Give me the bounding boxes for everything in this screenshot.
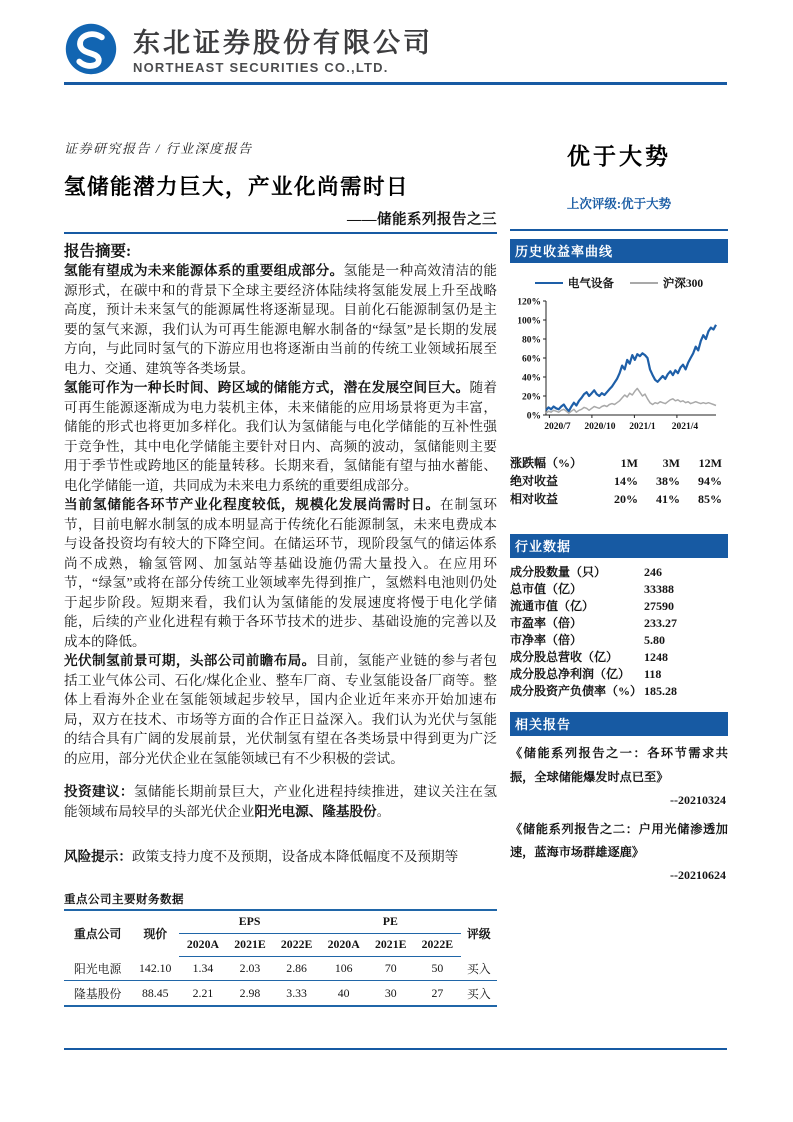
industry-data-list	[510, 564, 728, 700]
col-year: 2021E	[227, 933, 274, 956]
company-name-cn: 东北证券股份有限公司	[133, 28, 433, 58]
performance-legend	[510, 275, 728, 291]
perf-header-cell: 12M	[698, 456, 722, 470]
table-row	[64, 981, 497, 1007]
cell-pe: 30	[384, 985, 397, 1000]
risk-warning	[64, 847, 497, 867]
svg-text:40%: 40%	[522, 373, 541, 384]
col-price: 现价	[143, 926, 168, 941]
cell-rating: 买入	[467, 986, 491, 1001]
industry-value: 233.27	[644, 616, 677, 630]
col-year: 2020A	[179, 933, 226, 956]
title-rule	[64, 232, 497, 234]
related-report-date: --20210624	[670, 868, 726, 883]
industry-value: 27590	[644, 599, 674, 613]
report-subtitle: ——储能系列报告之三	[347, 212, 497, 228]
industry-value: 1248	[644, 650, 668, 664]
company-name-en: NORTHEAST SECURITIES CO.,LTD.	[133, 60, 389, 75]
col-group-eps: EPS	[179, 910, 320, 934]
svg-text:2020/10: 2020/10	[584, 422, 616, 432]
svg-text:2021/1: 2021/1	[629, 422, 656, 432]
perf-cell: 绝对收益	[510, 474, 559, 488]
industry-row	[510, 598, 728, 615]
advice-companies: 阳光电源、隆基股份	[254, 803, 377, 819]
paragraph-body: 在制氢环节，目前电解水制氢的成本明显高于传统化石能源制氢，未来电费成本与设备投资均有较大的下降空间。在储运环节，现阶段氢气的储运体系尚不成熟，输氢管网、加氢站等基础设施仍需大量投入。在应用环节，“绿氢”或将在部分传统工业领域率先得到推广，氢燃料电池则仍处于起步阶段。短期来看，我们认为氢储能的发展速度将慢于电化学储能，后续的产业化进程有赖于各环节技术的进步、基础设施的完善以及成本的降低。	[64, 497, 498, 649]
table-row	[64, 956, 497, 981]
cell-price: 88.45	[141, 985, 169, 1000]
cell-pe: 70	[367, 956, 414, 981]
industry-label: 市盈率（倍）	[510, 616, 583, 630]
col-group-pe: PE	[320, 910, 461, 934]
cell-price: 142.10	[131, 956, 179, 981]
legend-label: 电气设备	[567, 278, 614, 290]
perf-cell: 94%	[698, 474, 722, 488]
header-rule	[64, 82, 727, 85]
legend-swatch	[630, 282, 658, 285]
rating-value: 优于大势	[567, 144, 671, 169]
cell-pe: 50	[414, 956, 461, 981]
paragraph-body: 随着可再生能源逐渐成为电力装机主体，未来储能的应用场景将更为丰富，储能的形式也将更加多样化。我们认为氢储能与电化学储能的互补性强于竞争性，其中电化学储能主要针对日内、高频的波动，氢储能则主要用于季节性或跨地区的能量转移。长期来看，氢储能有望与抽水蓄能、电化学储能一道，共同成为未来电力系统的重要组成部分。	[64, 380, 498, 493]
industry-row	[510, 666, 728, 683]
svg-text:2021/4: 2021/4	[671, 422, 699, 432]
svg-text:20%: 20%	[522, 392, 541, 403]
advice-body: 氢储能长期前景巨大，产业化进程持续推进，建议关注在氢能领域布局较早的头部光伏企业	[64, 784, 498, 819]
paragraph-lead: 当前氢储能各环节产业化程度较低，规模化发展尚需时日。	[64, 497, 441, 512]
report-sidebar	[510, 138, 728, 893]
paragraph-lead: 氢能有望成为未来能源体系的重要组成部分。	[64, 263, 344, 278]
perf-header-cell: 3M	[662, 456, 680, 470]
industry-label: 成分股资产负债率（%）	[510, 684, 643, 698]
rating-rule	[510, 229, 728, 231]
legend-swatch	[535, 282, 563, 285]
cell-eps: 3.33	[286, 985, 307, 1000]
svg-text:100%: 100%	[517, 316, 541, 327]
paragraph-body: 目前，氢能产业链的参与者包括工业气体公司、石化/煤化企业、整车厂商、专业氢能设备厂商等。整体上看海外企业在氢能领域起步较早，国内企业近年来亦开始加速布局，双方在技术、市场等方面的合作正日益深入。我们认为光伏与氢能的结合具有广阔的发展前景，光伏制氢有望在各类场景中得到更为广泛的应用，部分光伏企业在氢能领域已有不少积极的尝试。	[64, 653, 498, 766]
col-rating: 评级	[467, 926, 491, 941]
performance-banner: 历史收益率曲线	[510, 239, 728, 263]
cell-eps: 2.98	[239, 985, 261, 1000]
risk-label: 风险提示：	[64, 849, 132, 864]
legend-item	[630, 275, 703, 291]
industry-row	[510, 683, 728, 700]
perf-cell: 14%	[614, 474, 638, 488]
brand-logo-icon	[64, 22, 118, 81]
industry-value: 246	[644, 565, 662, 579]
perf-cell: 85%	[698, 492, 722, 506]
legend-item	[535, 275, 614, 291]
industry-row	[510, 581, 728, 598]
key-companies-caption: 重点公司主要财务数据	[64, 893, 184, 906]
summary-paragraph	[64, 378, 497, 495]
industry-row	[510, 649, 728, 666]
report-category: 证券研究报告 / 行业深度报告	[64, 141, 253, 156]
cell-eps: 1.34	[179, 956, 226, 981]
cell-pe: 106	[320, 956, 367, 981]
advice-suffix: 。	[376, 803, 391, 819]
cell-eps: 2.86	[273, 956, 320, 981]
industry-label: 流通市值（亿）	[510, 599, 595, 613]
col-company: 重点公司	[74, 926, 122, 941]
col-year: 2021E	[367, 933, 414, 956]
investment-advice	[64, 782, 497, 821]
risk-body: 政策支持力度不及预期，设备成本降低幅度不及预期等	[131, 849, 459, 864]
footer-rule	[64, 1048, 727, 1050]
performance-chart	[510, 295, 728, 442]
perf-header-cell: 1M	[620, 456, 638, 470]
col-year: 2022E	[273, 933, 320, 956]
key-companies-table	[64, 909, 497, 1008]
perf-cell: 41%	[656, 492, 680, 506]
perf-cell: 相对收益	[510, 492, 559, 506]
cell-company: 隆基股份	[74, 986, 122, 1001]
performance-table	[510, 454, 728, 508]
svg-text:120%: 120%	[517, 297, 541, 308]
summary-paragraph	[64, 261, 497, 378]
industry-value: 118	[644, 667, 662, 681]
col-year: 2022E	[414, 933, 461, 956]
summary-heading: 报告摘要:	[64, 243, 132, 260]
perf-cell: 20%	[614, 492, 638, 506]
industry-label: 成分股总营收（亿）	[510, 650, 619, 664]
industry-value: 5.80	[644, 633, 665, 647]
industry-label: 总市值（亿）	[510, 582, 583, 596]
industry-value: 185.28	[644, 684, 677, 698]
cell-company: 阳光电源	[64, 956, 131, 981]
industry-label: 市净率（倍）	[510, 633, 583, 647]
industry-row	[510, 632, 728, 649]
industry-value: 33388	[644, 582, 674, 596]
svg-text:0%: 0%	[526, 411, 541, 422]
related-report-item: 《储能系列报告之二：户用光储渗透加速，蓝海市场群雄逐鹿》	[510, 821, 728, 860]
paragraph-lead: 氢能可作为一种长时间、跨区域的储能方式，潜在发展空间巨大。	[64, 380, 470, 395]
perf-cell: 38%	[656, 474, 680, 488]
industry-row	[510, 564, 728, 581]
cell-pe: 27	[431, 985, 444, 1000]
report-title: 氢储能潜力巨大，产业化尚需时日	[64, 175, 410, 199]
industry-banner: 行业数据	[510, 534, 728, 558]
summary-paragraph	[64, 651, 497, 768]
svg-text:60%: 60%	[522, 354, 541, 365]
legend-label: 沪深300	[662, 278, 704, 290]
page-header	[64, 22, 727, 81]
industry-label: 成分股数量（只）	[510, 565, 607, 579]
cell-eps: 2.21	[192, 985, 214, 1000]
cell-eps: 2.03	[227, 956, 274, 981]
summary-paragraph	[64, 495, 497, 651]
related-report-item: 《储能系列报告之一：各环节需求共振，全球储能爆发时点已至》	[510, 746, 728, 784]
cell-rating: 买入	[461, 956, 497, 981]
related-report-date: --20210324	[670, 792, 726, 807]
advice-label: 投资建议：	[64, 784, 134, 799]
svg-text:80%: 80%	[522, 335, 541, 346]
industry-label: 成分股总净利润（亿）	[510, 667, 631, 681]
paragraph-lead: 光伏制氢前景可期，头部公司前瞻布局。	[64, 653, 316, 668]
report-body	[64, 138, 497, 1007]
cell-pe: 40	[337, 985, 350, 1000]
col-year: 2020A	[320, 933, 367, 956]
previous-rating: 上次评级:优于大势	[566, 197, 672, 211]
related-banner: 相关报告	[510, 712, 728, 736]
industry-row	[510, 615, 728, 632]
perf-header-cell: 涨跌幅（%）	[510, 456, 583, 470]
svg-text:2020/7: 2020/7	[544, 422, 571, 432]
paragraph-body: 氢能是一种高效清洁的能源形式，在碳中和的背景下全球主要经济体陆续将氢能发展上升至战略高度，预计未来氢气的能源属性将逐渐显现。目前化石能源制氢仍是主要的氢气来源，我们认为可再生能源电解水制备的“绿氢”是长期的发展方向，与此同时氢气的下游应用也将逐渐由当前的传统工业领域拓展至电力、交通、建筑等各类场景。	[64, 263, 498, 376]
